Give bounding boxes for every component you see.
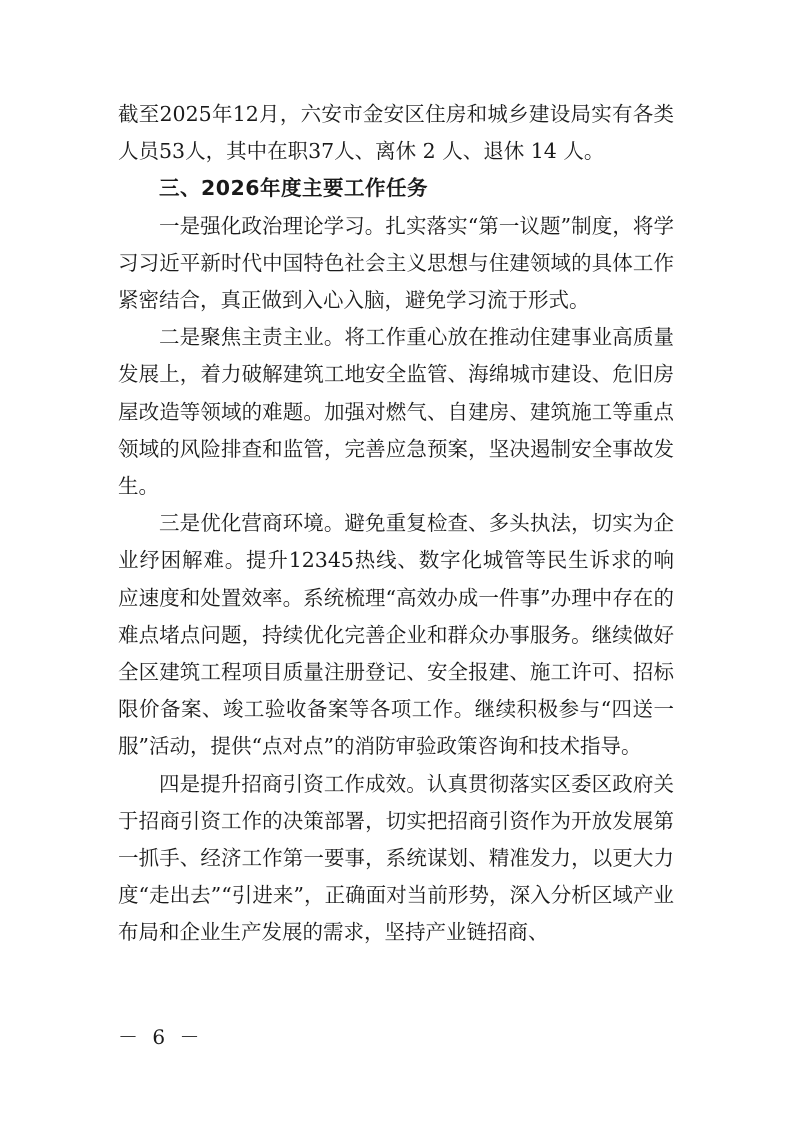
paragraph-task-2: 二是聚焦主责主业。将工作重心放在推动住建事业高质量发展上，着力破解建筑工地安全监管、海绵城市建设、危旧房屋改造等领域的难题。加强对燃气、自建房、建筑施工等重点领域的风险排查和监管，完善应急预案，坚决遏制安全事故发生。: [118, 325, 674, 499]
paragraph-task-1: 一是强化政治理论学习。扎实落实“第一议题”制度，将学习习近平新时代中国特色社会主义思想与住建领域的具体工作紧密结合，真正做到入心入脑，避免学习流于形式。: [118, 213, 674, 313]
body-text: [118, 96, 674, 952]
paragraph-staff-summary: 截至2025年12月，六安市金安区住房和城乡建设局实有各类人员53人，其中在职37人、离休 2 人、退休 14 人。: [118, 102, 674, 164]
section-heading: 三、2026年度主要工作任务: [159, 176, 429, 201]
paragraph-task-3: 三是优化营商环境。避免重复检查、多头执法，切实为企业纾困解难。提升12345热线、数字化城管等民生诉求的响应速度和处置效率。系统梳理“高效办成一件事”办理中存在的难点堵点问题，持续优化完善企业和群众办事服务。继续做好全区建筑工程项目质量注册登记、安全报建、施工许可、招标限价备案、竣工验收备案等各项工作。继续积极参与“四送一服”活动，提供“点对点”的消防审验政策咨询和技术指导。: [118, 511, 674, 759]
paragraph-task-4: 四是提升招商引资工作成效。认真贯彻落实区委区政府关于招商引资工作的决策部署，切实把招商引资作为开放发展第一抓手、经济工作第一要事，系统谋划、精准发力，以更大力度“走出去”“引进来”，正确面对当前形势，深入分析区域产业布局和企业生产发展的需求，坚持产业链招商、: [118, 771, 674, 945]
page-number: － 6 －: [118, 1025, 204, 1049]
